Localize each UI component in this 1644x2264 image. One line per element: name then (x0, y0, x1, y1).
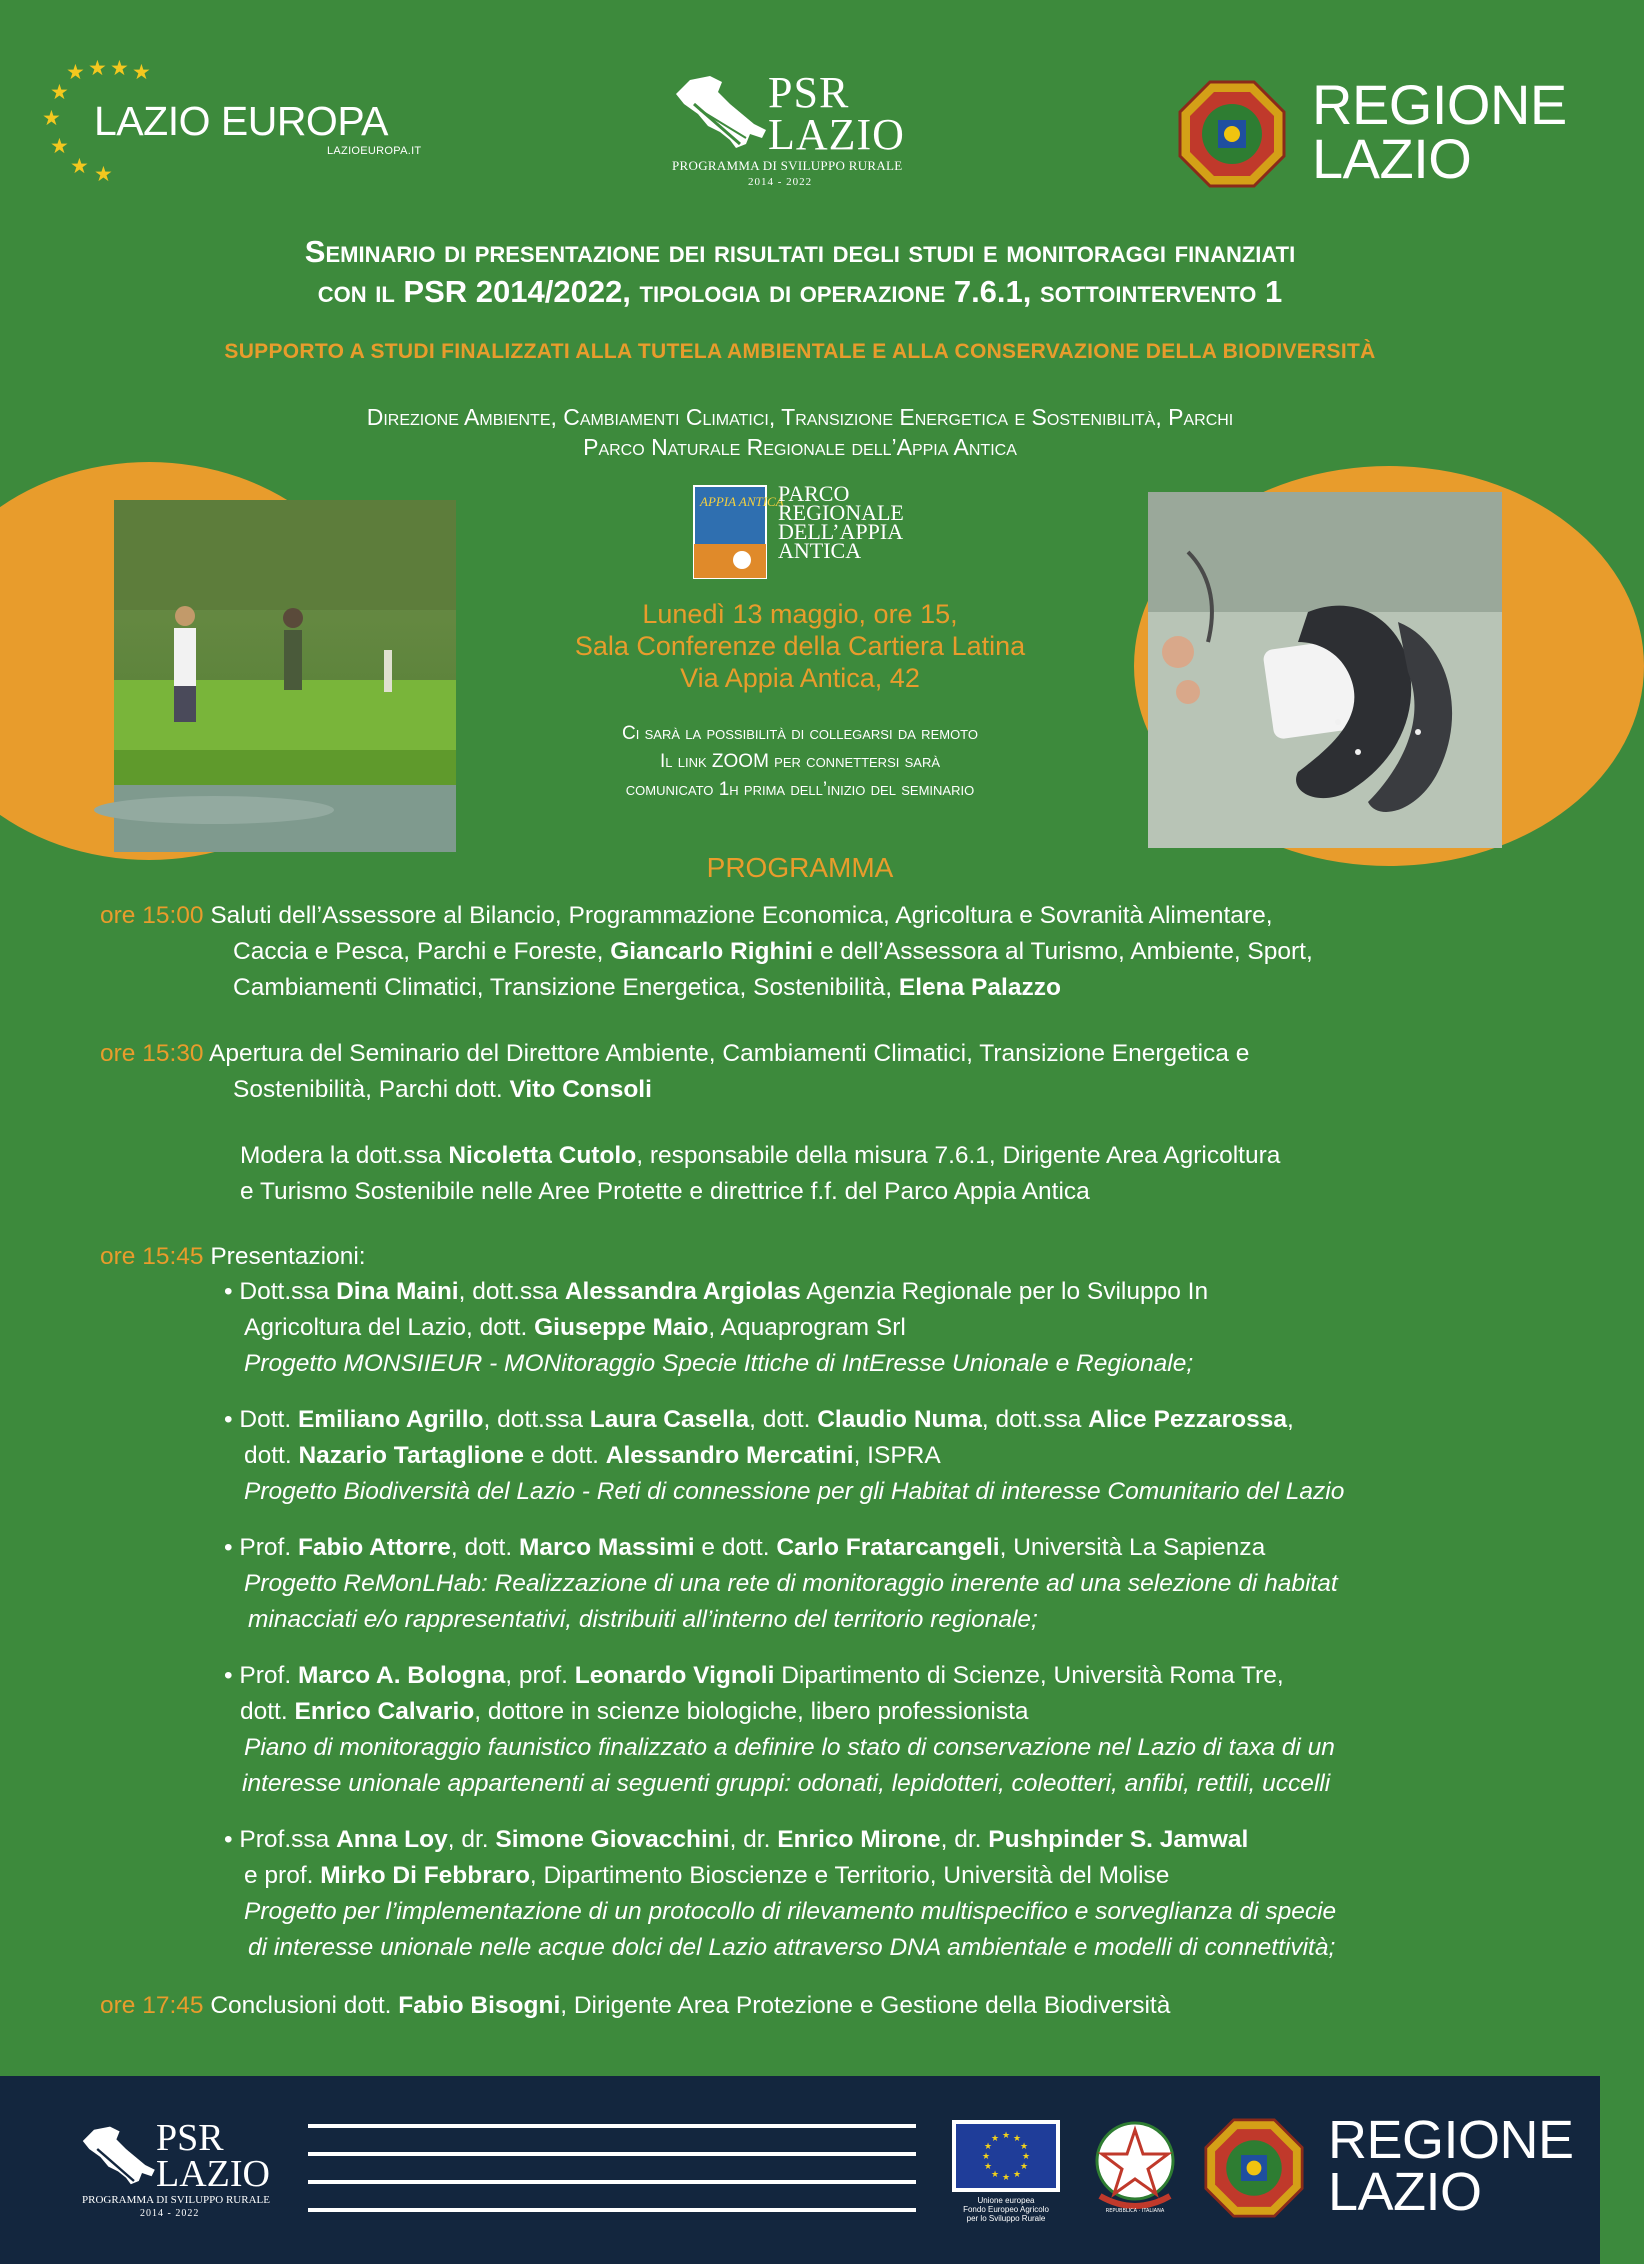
footer-psr-years: 2014 - 2022 (140, 2208, 200, 2219)
italy-map-icon (670, 74, 770, 154)
svg-text:★: ★ (983, 2142, 993, 2152)
program-item-1545: ore 15:45 Presentazioni: (100, 1243, 366, 1270)
eu-flag-icon (956, 2124, 1056, 2188)
svg-text:★: ★ (1019, 2162, 1029, 2172)
psr-name: PSR LAZIO (768, 68, 905, 159)
psr-years: 2014 - 2022 (748, 176, 813, 188)
star-icon: ★ (70, 155, 89, 178)
program-time: ore 15:30 (100, 1040, 204, 1067)
italy-map-icon (78, 2122, 158, 2192)
parco-name: PARCO REGIONALE DELL’APPIA ANTICA (778, 481, 904, 563)
eu-fund-text: Unione europea Fondo Europeo Agricolo per lo Sviluppo Rurale (963, 2196, 1049, 2223)
psr-subtitle: PROGRAMMA DI SVILUPPO RURALE (672, 158, 903, 173)
footer-divider (308, 2124, 916, 2128)
presentation-item: • Dott. Emiliano Agrillo, dott.ssa Laura Casella, dott. Claudio Numa, dott.ssa Alice Pezzarossa, dott. Nazario Tartaglione e dott. Alessandro Mercatini, ISPRA Progetto Biodiversità del Lazio - Reti di connessione per gli Habitat di interesse Comunitario del Lazio (224, 1406, 1345, 1505)
programma-heading: PROGRAMMA (706, 852, 894, 883)
svg-text:★: ★ (990, 2134, 1000, 2144)
presentation-item: • Dott.ssa Dina Maini, dott.ssa Alessandra Argiolas Agenzia Regionale per lo Sviluppo In Agricoltura del Lazio, dott. Giuseppe Maio, Aquaprogram Srl Progetto MONSIIEUR - MONitoraggio Specie Ittiche di IntEresse Unionale e Regionale; (224, 1278, 1209, 1377)
regione-crest-icon (1178, 80, 1286, 188)
svg-text:★: ★ (1019, 2142, 1029, 2152)
lazio-europa-logo (42, 57, 464, 192)
remote-info: Ci sarà la possibilità di collegarsi da remoto Il link ZOOM per connettersi sarà comunicato 1h prima dell’inizio del seminario (621, 723, 979, 800)
event-details (0, 598, 1600, 694)
event-address: Via Appia Antica, 42 (680, 663, 920, 693)
svg-text:★: ★ (1021, 2152, 1031, 2162)
svg-text:★: ★ (1001, 2173, 1011, 2183)
svg-text:★: ★ (983, 2162, 993, 2172)
svg-text:★: ★ (990, 2170, 1000, 2180)
parco-badge-icon (692, 484, 784, 580)
presentation-item: • Prof.ssa Anna Loy, dr. Simone Giovacchini, dr. Enrico Mirone, dr. Pushpinder S. Jamwal e prof. Mirko Di Febbraro, Dipartimento Bioscienze e Territorio, Università del Molise Progetto per l’implementazione di un protocollo di rilevamento multispecifico e sorveglianza di specie di interesse unionale nelle acque dolci del Lazio attraverso DNA ambientale e modelli di connettività; (224, 1826, 1337, 1961)
star-icon: ★ (66, 61, 85, 84)
program-item-1530: ore 15:30 Apertura del Seminario del Direttore Ambiente, Cambiamenti Climatici, Transizione Energetica e Sostenibilità, Parchi dott. Vito Consoli (100, 1040, 1250, 1103)
presentation-item: • Prof. Marco A. Bologna, prof. Leonardo Vignoli Dipartimento di Scienze, Università Roma Tre, dott. Enrico Calvario, dottore in scienze biologiche, libero professionista Piano di monitoraggio faunistico finalizzato a definire lo stato di conservazione nel Lazio di taxa di un interesse unionale appartenenti ai seguenti gruppi: odonati, lepidotteri, coleotteri, anfibi, rettili, uccelli (224, 1662, 1335, 1797)
star-icon: ★ (94, 163, 113, 186)
star-icon: ★ (50, 135, 69, 158)
event-date: Lunedì 13 maggio, ore 15, (642, 599, 958, 629)
seminar-title: Seminario di presentazione dei risultati degli studi e monitoraggi finanziati con il PSR 2014/2022, tipologia di operazione 7.6.1, sottointervento 1 (304, 234, 1296, 309)
regione-lazio-logo (1178, 73, 1578, 198)
svg-text:★: ★ (1012, 2134, 1022, 2144)
svg-text:REPUBBLICA · ITALIANA: REPUBBLICA · ITALIANA (1105, 2208, 1165, 2214)
regione-crest-icon (1204, 2118, 1304, 2218)
program-time: ore 15:00 (100, 902, 204, 929)
italian-emblem-icon (1090, 2116, 1180, 2216)
footer-divider (308, 2180, 916, 2184)
seminar-subtitle: SUPPORTO A STUDI FINALIZZATI ALLA TUTELA AMBIENTALE E ALLA CONSERVAZIONE DELLA BIODIVERSITÀ (224, 340, 1376, 363)
footer-psr-name: PSR LAZIO (156, 2117, 270, 2195)
star-icon: ★ (50, 81, 69, 104)
program-item-1500: ore 15:00 Saluti dell’Assessore al Bilancio, Programmazione Economica, Agricoltura e Sovranità Alimentare, Caccia e Pesca, Parchi e Foreste, Giancarlo Righini e dell’Assessora al Turismo, Ambiente, Sport, Cambiamenti Climatici, Transizione Energetica, Sostenibilità, Elena Palazzo (100, 902, 1313, 1001)
program-moderator: Modera la dott.ssa Nicoletta Cutolo, responsabile della misura 7.6.1, Dirigente Area Agricoltura e Turismo Sostenibile nelle Aree Protette e direttrice f.f. del Parco Appia Antica (240, 1142, 1281, 1205)
organizers: Direzione Ambiente, Cambiamenti Climatici, Transizione Energetica e Sostenibilità, Parchi Parco Naturale Regionale dell’Appia Antica (366, 404, 1234, 460)
star-icon: ★ (110, 57, 129, 80)
presentation-item: • Prof. Fabio Attorre, dott. Marco Massimi e dott. Carlo Fratarcangeli, Università La Sapienza Progetto ReMonLHab: Realizzazione di una rete di monitoraggio inerente ad una selezione di habitat minacciati e/o rappresentativi, distribuiti all’interno del territorio regionale; (224, 1534, 1338, 1633)
svg-text:★: ★ (1001, 2131, 1011, 2141)
lazio-europa-url: LAZIOEUROPA.IT (327, 145, 422, 157)
program-item-1745: ore 17:45 Conclusioni dott. Fabio Bisogni, Dirigente Area Protezione e Gestione della Biodiversità (100, 1992, 1171, 2019)
svg-text:★: ★ (1012, 2170, 1022, 2180)
program-time: ore 15:45 (100, 1243, 204, 1270)
parco-badge-label: APPIA ANTICA (700, 494, 784, 509)
footer-divider (308, 2208, 916, 2212)
regione-lazio-text: REGIONE LAZIO (1312, 73, 1567, 190)
parco-appia-antica-logo (692, 481, 932, 584)
footer-regione-lazio-text: REGIONE LAZIO (1328, 2110, 1574, 2222)
star-icon: ★ (42, 107, 61, 130)
psr-lazio-logo (668, 70, 938, 200)
lazio-europa-title: LAZIO EUROPA (94, 98, 388, 144)
program-time: ore 17:45 (100, 1992, 204, 2019)
footer-psr-logo (78, 2117, 308, 2220)
star-icon: ★ (132, 61, 151, 84)
footer-psr-subtitle: PROGRAMMA DI SVILUPPO RURALE (82, 2194, 270, 2206)
eu-flag-logo (952, 2120, 1060, 2192)
star-icon: ★ (88, 57, 107, 80)
event-venue: Sala Conferenze della Cartiera Latina (574, 631, 1026, 661)
footer-divider (308, 2152, 916, 2156)
svg-text:★: ★ (981, 2152, 991, 2162)
